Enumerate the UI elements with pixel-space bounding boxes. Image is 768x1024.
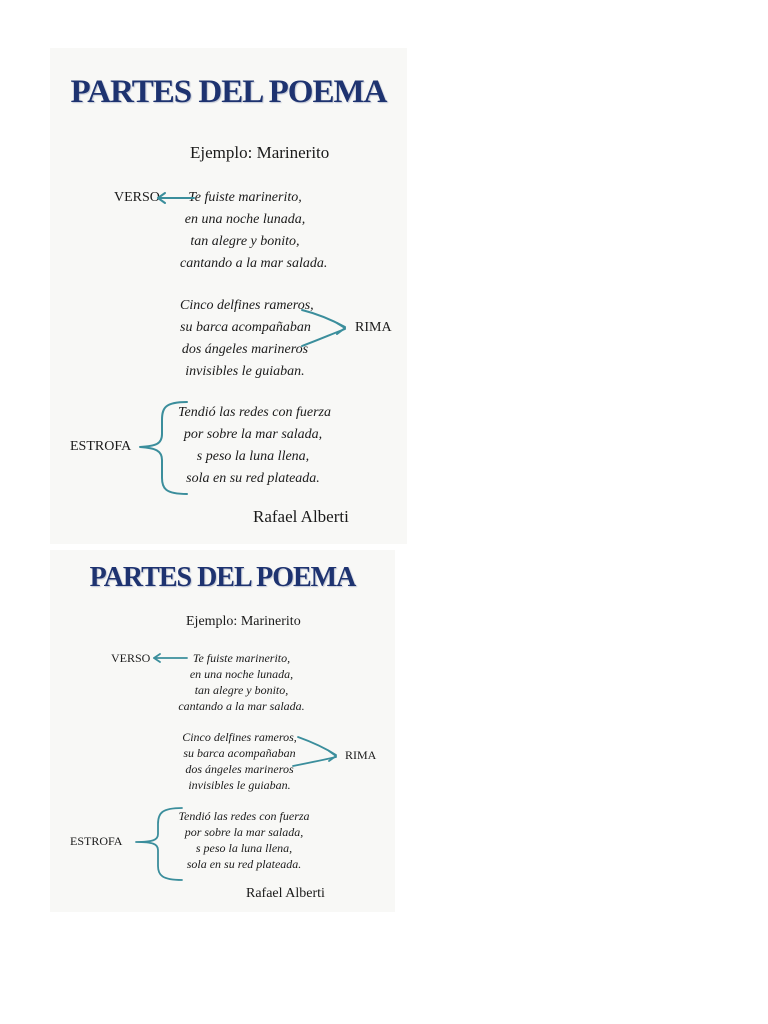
verse-line: Cinco delfines rameros, bbox=[180, 298, 314, 313]
verse-line: cantando a la mar salada. bbox=[180, 256, 328, 271]
estrofa-label: ESTROFA bbox=[70, 439, 132, 454]
panel-title: PARTES DEL POEMA bbox=[89, 562, 356, 593]
author-name: Rafael Alberti bbox=[253, 507, 349, 526]
estrofa-label: ESTROFA bbox=[70, 834, 123, 848]
curly-brace-icon bbox=[140, 402, 187, 494]
panel-title: PARTES DEL POEMA bbox=[70, 74, 387, 110]
author-name: Rafael Alberti bbox=[246, 886, 325, 901]
arrow-left-icon bbox=[158, 193, 194, 203]
verse-line: Te fuiste marinerito, bbox=[188, 190, 302, 205]
annotation-layer bbox=[50, 550, 395, 912]
converging-arrows-icon bbox=[302, 310, 345, 346]
verse-line: Tendió las redes con fuerza bbox=[178, 809, 310, 823]
verse-line: su barca acompañaban bbox=[180, 320, 311, 335]
verse-line: Te fuiste marinerito, bbox=[192, 651, 291, 665]
poem-diagram-panel-1 bbox=[50, 48, 407, 544]
rima-label: RIMA bbox=[355, 320, 392, 335]
verse-line: en una noche lunada, bbox=[184, 212, 306, 227]
verse-line: invisibles le guiaban. bbox=[188, 778, 291, 792]
verse-line: tan alegre y bonito, bbox=[190, 234, 300, 249]
verse-line: s peso la luna llena, bbox=[196, 449, 310, 464]
verse-line: Tendió las redes con fuerza bbox=[178, 405, 331, 420]
verse-line: sola en su red plateada. bbox=[186, 857, 302, 871]
annotation-layer bbox=[50, 48, 407, 544]
verse-line: dos ángeles marineros bbox=[181, 342, 309, 357]
rima-label: RIMA bbox=[345, 748, 377, 762]
converging-arrows-icon bbox=[293, 737, 336, 766]
verse-line: su barca acompañaban bbox=[183, 746, 296, 760]
verse-line: sola en su red plateada. bbox=[186, 471, 320, 486]
verse-line: en una noche lunada, bbox=[189, 667, 294, 681]
example-subtitle: Ejemplo: Marinerito bbox=[186, 614, 301, 629]
verse-line: por sobre la mar salada, bbox=[183, 427, 323, 442]
curly-brace-icon bbox=[136, 808, 182, 880]
verso-label: VERSO bbox=[114, 190, 160, 205]
verse-line: tan alegre y bonito, bbox=[194, 683, 289, 697]
arrow-left-icon bbox=[154, 654, 187, 662]
verse-line: dos ángeles marineros bbox=[185, 762, 294, 776]
poem-diagram-panel-2 bbox=[50, 550, 395, 912]
verso-label: VERSO bbox=[111, 651, 151, 665]
verse-line: por sobre la mar salada, bbox=[184, 825, 304, 839]
verse-line: invisibles le guiaban. bbox=[185, 364, 305, 379]
verse-line: Cinco delfines rameros, bbox=[182, 730, 297, 744]
verse-line: s peso la luna llena, bbox=[195, 841, 293, 855]
verse-line: cantando a la mar salada. bbox=[178, 699, 305, 713]
example-subtitle: Ejemplo: Marinerito bbox=[190, 143, 330, 162]
